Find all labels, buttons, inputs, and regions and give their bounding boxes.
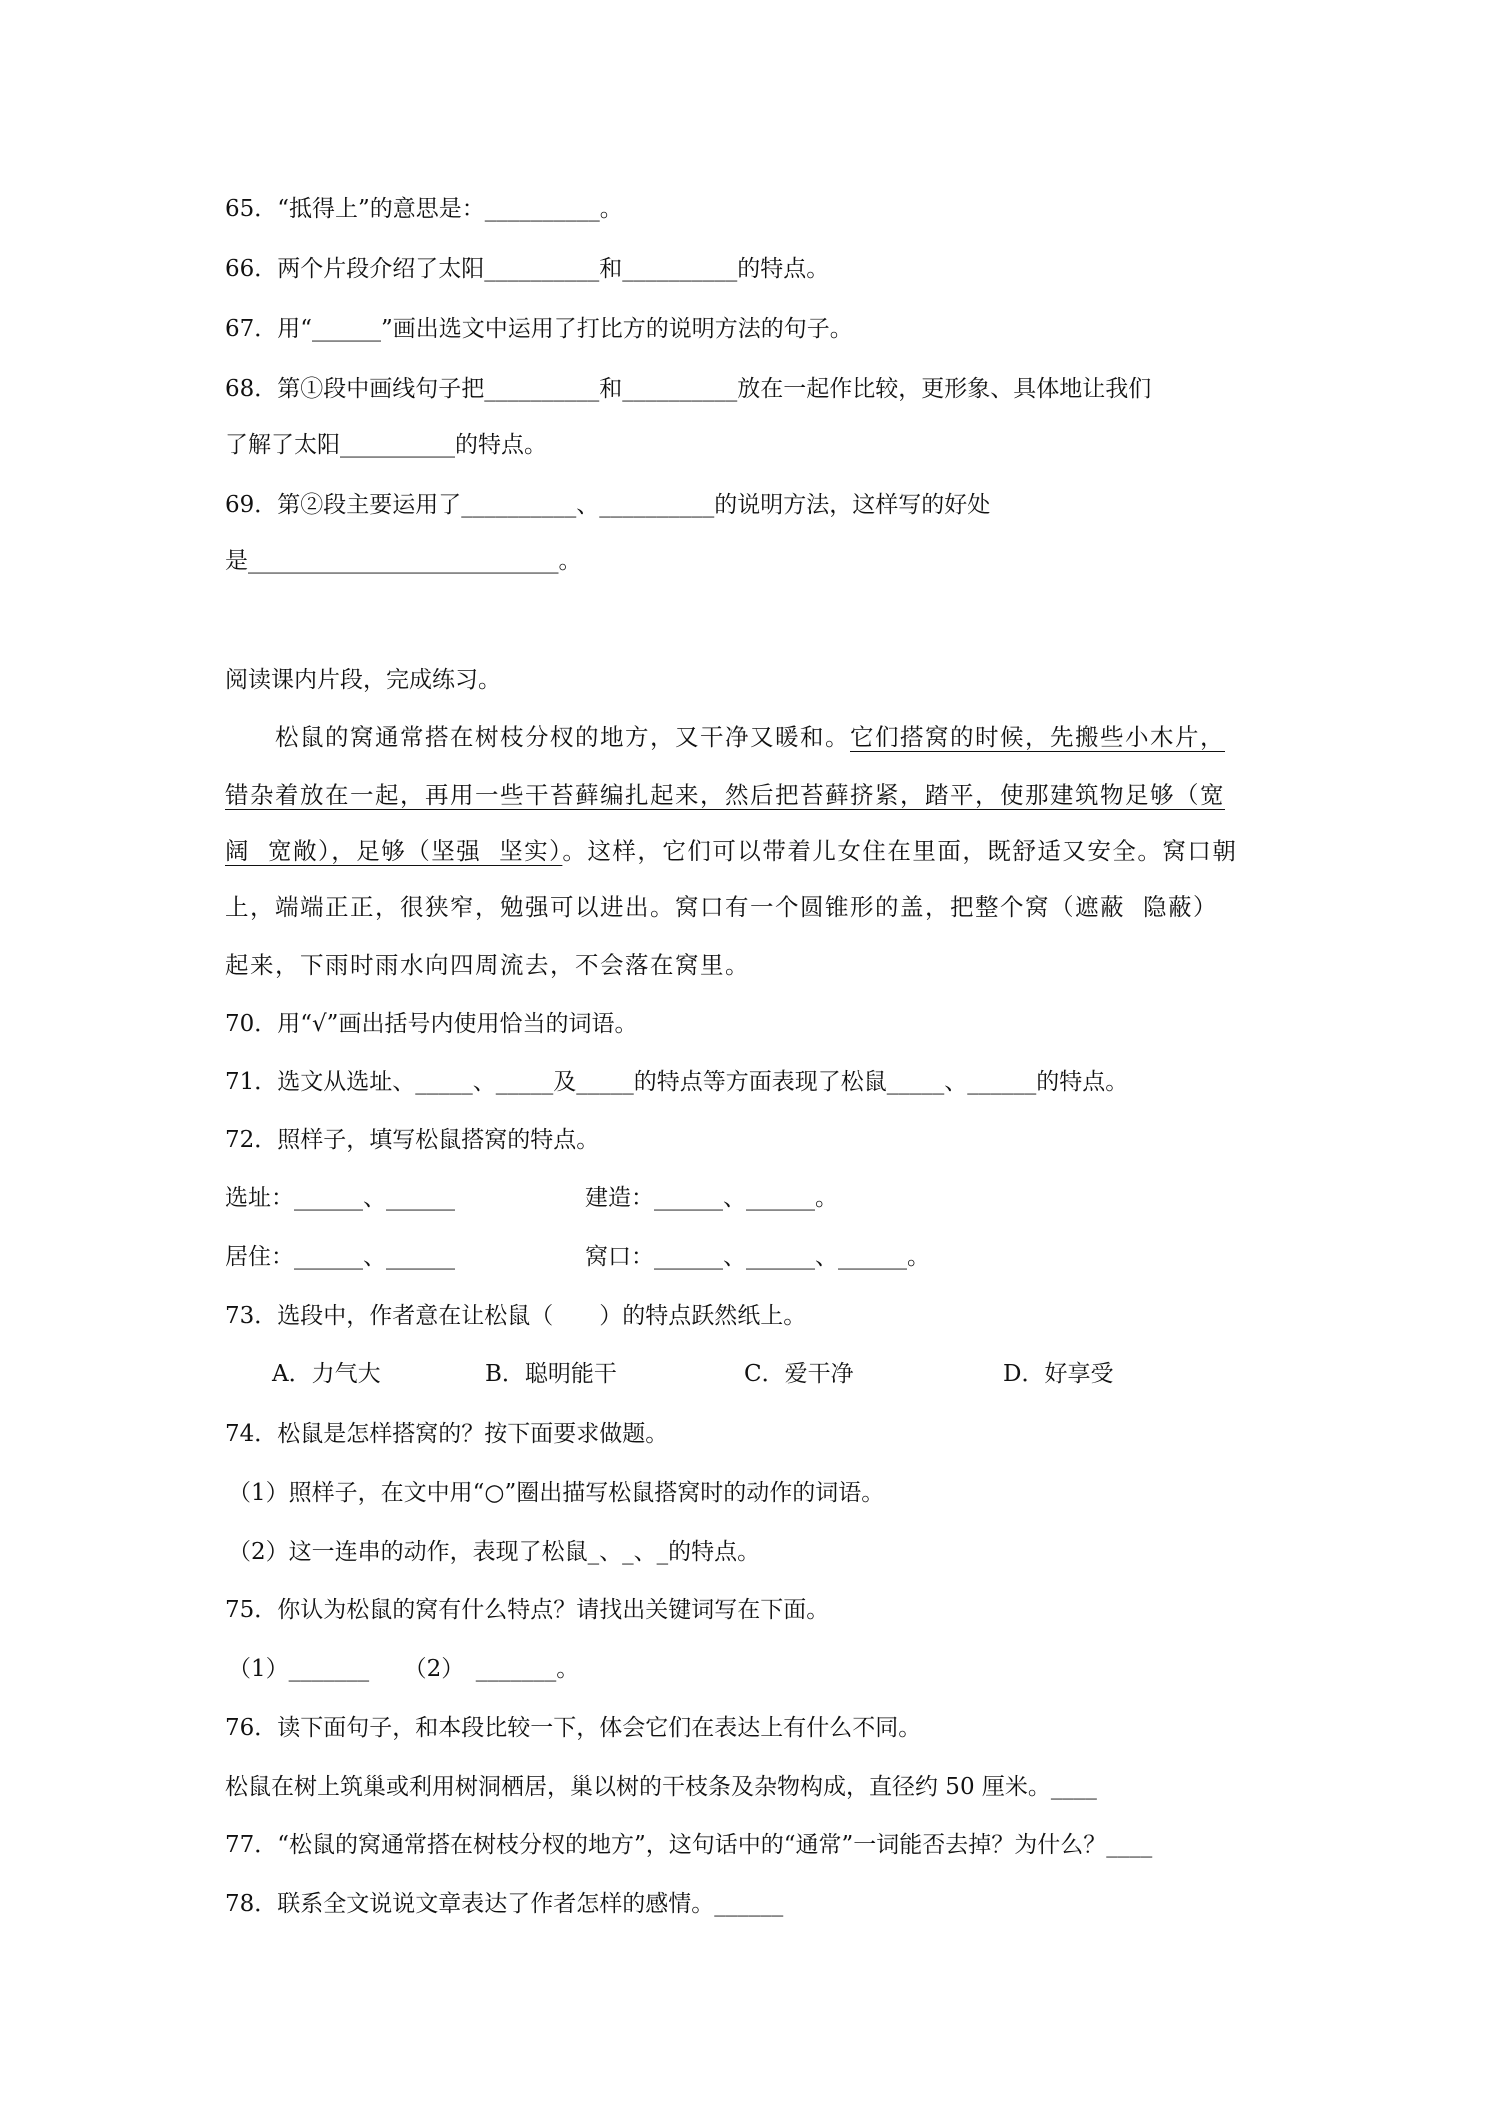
passage-line-2 (225, 781, 1225, 809)
passage-text: 。这样，它们可以带着儿女住在里面，既舒适又安全。窝口朝 (562, 837, 1238, 865)
question-74: 74．松鼠是怎样搭窝的？按下面要求做题。 (225, 1421, 669, 1447)
question-73: 73．选段中，作者意在让松鼠（ ）的特点跃然纸上。 (225, 1303, 807, 1329)
question-67: 67．用“______”画出选文中运用了打比方的说明方法的句子。 (225, 316, 853, 342)
question-76-sentence: 松鼠在树上筑巢或利用树洞栖居，巢以树的干枝条及杂物构成，直径约 50 厘米。____ (225, 1774, 1097, 1800)
underlined-sentence: 阔 宽敞），足够（坚强 坚实） (225, 837, 563, 865)
option-c: C．爱干净 (744, 1361, 854, 1387)
question-76: 76．读下面句子，和本段比较一下，体会它们在表达上有什么不同。 (225, 1715, 922, 1741)
q72-site-blanks: 选址：______、______ (225, 1185, 455, 1211)
passage-line-3 (225, 837, 1238, 865)
question-68-line1: 68．第①段中画线句子把__________和__________放在一起作比较，更形象、具体地让我们 (225, 376, 1152, 402)
question-75: 75．你认为松鼠的窝有什么特点？请找出关键词写在下面。 (225, 1597, 830, 1623)
option-d: D．好享受 (1003, 1361, 1114, 1387)
question-69-line1: 69．第②段主要运用了__________、__________的说明方法，这样写的好处 (225, 492, 991, 518)
q72-live-blanks: 居住：______、______ (225, 1244, 455, 1270)
question-69-line2: 是___________________________。 (225, 548, 582, 574)
passage-line-1 (225, 723, 1225, 751)
option-b: B．聪明能干 (485, 1361, 617, 1387)
passage-line-5: 起来，下雨时雨水向四周流去，不会落在窝里。 (225, 951, 750, 979)
question-78: 78．联系全文说说文章表达了作者怎样的感情。______ (225, 1891, 784, 1917)
question-71: 71．选文从选址、_____、_____及_____的特点等方面表现了松鼠_____、______的特点。 (225, 1069, 1129, 1095)
question-65: 65．“抵得上”的意思是：__________。 (225, 196, 623, 222)
question-70: 70．用“√”画出括号内使用恰当的词语。 (225, 1011, 638, 1037)
question-68-line2: 了解了太阳__________的特点。 (225, 432, 547, 458)
option-a: A．力气大 (272, 1361, 381, 1387)
question-66: 66．两个片段介绍了太阳__________和__________的特点。 (225, 256, 830, 282)
reading-instruction: 阅读课内片段，完成练习。 (225, 667, 501, 693)
underlined-sentence: 它们搭窝的时候，先搬些小木片， (850, 723, 1225, 751)
q72-build-blanks: 建造：______、______。 (585, 1185, 838, 1211)
question-74-part-1: （1）照样子，在文中用“○”圈出描写松鼠搭窝时的动作的词语。 (228, 1480, 885, 1506)
question-75-answers: （1）_______ （2） _______。 (228, 1656, 580, 1682)
passage-text: 松鼠的窝通常搭在树枝分杈的地方，又干净又暖和。 (225, 723, 850, 751)
passage-line-4: 上，端端正正，很狭窄，勉强可以进出。窝口有一个圆锥形的盖，把整个窝（遮蔽 隐蔽） (225, 893, 1218, 921)
question-74-part-2: （2）这一连串的动作，表现了松鼠_、_、_的特点。 (228, 1539, 761, 1565)
q72-mouth-blanks: 窝口：______、______、______。 (585, 1244, 930, 1270)
question-77: 77．“松鼠的窝通常搭在树枝分杈的地方”，这句话中的“通常”一词能否去掉？为什么？____ (225, 1832, 1153, 1858)
question-72: 72．照样子，填写松鼠搭窝的特点。 (225, 1127, 600, 1153)
underlined-sentence: 错杂着放在一起，再用一些干苔藓编扎起来，然后把苔藓挤紧，踏平，使那建筑物足够（宽 (225, 781, 1225, 809)
